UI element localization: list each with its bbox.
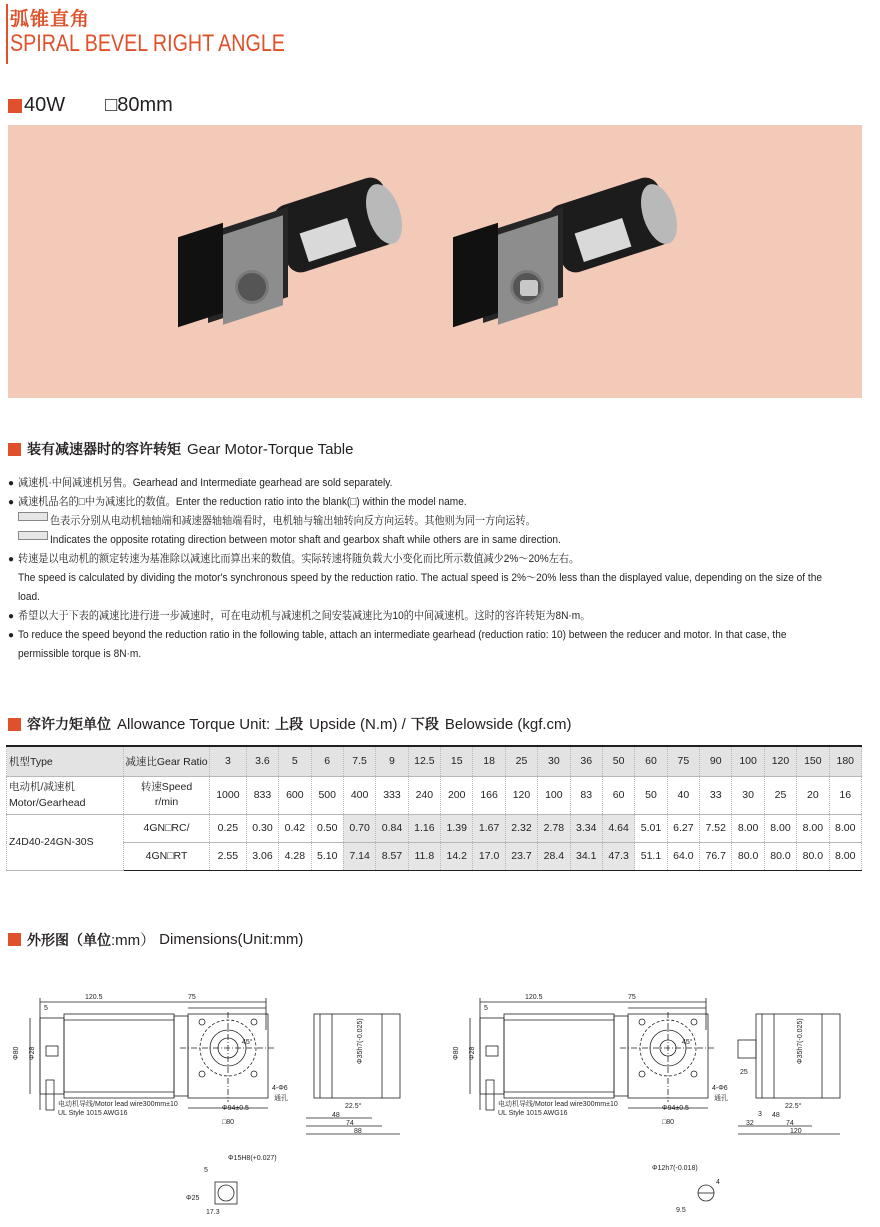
ratio-header: 减速比Gear Ratio	[124, 746, 210, 776]
torque-kgf-cell: 80.0	[797, 842, 829, 870]
speeds-cell: 25	[764, 776, 796, 814]
dim-shaft-35: Φ35h7(-0.025)	[797, 1018, 804, 1064]
torque-kgf-cell: 14.2	[441, 842, 473, 870]
ratios-cell: 90	[700, 746, 732, 776]
torque-kgf-cell: 80.0	[764, 842, 796, 870]
torque-nm-cell: 0.30	[246, 814, 278, 842]
torque-kgf-cell: 3.06	[246, 842, 278, 870]
dimension-drawing-hollow	[0, 990, 420, 1220]
dim-22-5: 22.5°	[345, 1103, 362, 1110]
dim-pcd: Φ94±0.5	[222, 1105, 249, 1112]
section-title-allowance: 容许力矩单位 Allowance Torque Unit: 上段 Upside (N.m) / 下段 Belowside (kgf.cm)	[8, 714, 572, 734]
speeds-cell: 16	[829, 776, 861, 814]
dim-75: 75	[188, 994, 196, 1001]
dim-shaft-4: 4	[716, 1179, 720, 1186]
notes-list	[8, 474, 868, 664]
torque-nm-cell: 2.32	[505, 814, 537, 842]
speed-header: 转速Speed r/min	[124, 776, 210, 814]
dim-holes: 4-Φ6	[272, 1085, 288, 1092]
torque-kgf-cell: 28.4	[538, 842, 570, 870]
note-item: ● 希望以大于下表的减速比进行进一步减速时，可在电动机与减速机之间安装减速比为10的中间减速机。这时的容许转矩为8N·m。	[8, 610, 591, 622]
torque-nm-cell: 0.70	[343, 814, 375, 842]
torque-kgf-cell: 34.1	[570, 842, 602, 870]
dim-lead: 电动机导线/Motor lead wire300mm±10	[498, 1101, 618, 1108]
ratios-cell: 3.6	[246, 746, 278, 776]
torque-nm-cell: 1.39	[441, 814, 473, 842]
speeds-cell: 200	[441, 776, 473, 814]
section-title-torque: 装有减速器时的容许转矩 Gear Motor-Torque Table	[8, 439, 353, 459]
dim-holes: 4-Φ6	[712, 1085, 728, 1092]
torque-nm-cell: 1.16	[408, 814, 440, 842]
dim-45: 45°	[242, 1039, 253, 1046]
ratios-cell: 12.5	[408, 746, 440, 776]
dim-5: 5	[484, 1005, 488, 1012]
type-header: 机型Type	[7, 746, 124, 776]
dim-25: 25	[740, 1069, 748, 1076]
title-cn: 弧锥直角	[10, 8, 91, 30]
motor-image-hollow-shaft	[173, 180, 403, 340]
table-row-torque-kgf	[7, 842, 862, 870]
motor-gearhead-header: 电动机/减速机 Motor/Gearhead	[7, 776, 124, 814]
torque-nm-cell: 7.52	[700, 814, 732, 842]
note-item: The speed is calculated by dividing the motor's synchronous speed by the reduction ratio. The actual speed is 2%～20% less than the displayed value, depending on the size of the	[18, 572, 822, 584]
note-item: ● To reduce the speed beyond the reduction ratio in the following table, attach an intermediate gearhead (reduction ratio: 10) between the reducer and motor. In that case, the	[8, 629, 787, 641]
dim-shaft-9-5: 9.5	[676, 1207, 686, 1214]
speeds-cell: 166	[473, 776, 505, 814]
dim-pcd: Φ94±0.5	[662, 1105, 689, 1112]
bullet-square-icon	[8, 443, 21, 456]
dim-bore-25: Φ25	[186, 1195, 200, 1202]
ratios-cell: 30	[538, 746, 570, 776]
ratios-cell: 6	[311, 746, 343, 776]
torque-kgf-cell: 23.7	[505, 842, 537, 870]
speeds-cell: 20	[797, 776, 829, 814]
torque-nm-cell: 1.67	[473, 814, 505, 842]
speeds-cell: 83	[570, 776, 602, 814]
torque-kgf-cell: 2.55	[210, 842, 247, 870]
torque-kgf-cell: 76.7	[700, 842, 732, 870]
dim-phi80: Φ80	[13, 1046, 20, 1060]
dim-3: 3	[758, 1111, 762, 1118]
note-item: ● 转速是以电动机的额定转速为基准除以减速比而算出来的数值。实际转速将随负载大小变化而比所示数值减少2%～20%左右。	[8, 553, 580, 565]
dim-sq80: □80	[222, 1119, 235, 1126]
torque-kgf-cell: 11.8	[408, 842, 440, 870]
ratios-cell: 15	[441, 746, 473, 776]
torque-kgf-cell: 64.0	[667, 842, 699, 870]
motor-image-solid-shaft	[448, 180, 678, 340]
model-cell: Z4D40-24GN-30S	[7, 814, 124, 870]
table-row-torque-nm	[7, 814, 862, 842]
gearhead-rc-cell: 4GN□RC/	[124, 814, 210, 842]
dim-ul: UL Style 1015 AWG16	[498, 1110, 568, 1117]
note-item: ● 减速机品名的□中为减速比的数值。Enter the reduction ratio into the blank(□) within the model name.	[8, 496, 467, 508]
speeds-cell: 40	[667, 776, 699, 814]
speeds-cell: 120	[505, 776, 537, 814]
speeds-cell: 1000	[210, 776, 247, 814]
table-row-speed	[7, 776, 862, 814]
ratios-cell: 36	[570, 746, 602, 776]
dim-22-5: 22.5°	[785, 1103, 802, 1110]
dim-88: 88	[354, 1128, 362, 1135]
note-item: ● 减速机·中间减速机另售。Gearhead and Intermediate gearhead are sold separately.	[8, 477, 393, 489]
torque-nm-cell: 0.42	[279, 814, 311, 842]
dim-ul: UL Style 1015 AWG16	[58, 1110, 128, 1117]
table-row-ratio	[7, 746, 862, 776]
dim-bore: Φ15H8(+0.027)	[228, 1155, 277, 1162]
dim-48: 48	[332, 1112, 340, 1119]
dim-phi80: Φ80	[453, 1046, 460, 1060]
torque-kgf-cell: 4.28	[279, 842, 311, 870]
speeds-cell: 833	[246, 776, 278, 814]
title-en: SPIRAL BEVEL RIGHT ANGLE	[10, 30, 285, 57]
ratios-cell: 9	[376, 746, 408, 776]
ratios-cell: 18	[473, 746, 505, 776]
ratios-cell: 3	[210, 746, 247, 776]
spec-power: 40W	[24, 94, 66, 116]
speeds-cell: 60	[602, 776, 634, 814]
torque-kgf-cell: 51.1	[635, 842, 667, 870]
speeds-cell: 240	[408, 776, 440, 814]
ratios-cell: 7.5	[343, 746, 375, 776]
speeds-cell: 33	[700, 776, 732, 814]
ratios-cell: 120	[764, 746, 796, 776]
dim-120-5: 120.5	[85, 994, 103, 1001]
speeds-cell: 30	[732, 776, 764, 814]
torque-nm-cell: 0.84	[376, 814, 408, 842]
gearhead-rt-cell: 4GN□RT	[124, 842, 210, 870]
speeds-cell: 400	[343, 776, 375, 814]
torque-nm-cell: 2.78	[538, 814, 570, 842]
note-item: load.	[18, 591, 40, 603]
spec-line	[8, 94, 173, 117]
dim-shaft-12: Φ12h7(-0.018)	[652, 1165, 698, 1172]
dim-key-17-3: 17.3	[206, 1209, 220, 1216]
torque-kgf-cell: 7.14	[343, 842, 375, 870]
torque-kgf-cell: 17.0	[473, 842, 505, 870]
note-item: 色表示分别从电动机轴轴端和减速器轴轴端看时，电机轴与输出轴转向反方向运转。其他则为同一方向运转。	[8, 512, 868, 531]
dim-key-5: 5	[204, 1167, 208, 1174]
torque-nm-cell: 0.50	[311, 814, 343, 842]
torque-kgf-cell: 47.3	[602, 842, 634, 870]
speeds-cell: 600	[279, 776, 311, 814]
dim-sq80: □80	[662, 1119, 675, 1126]
torque-table	[6, 745, 862, 871]
ratios-cell: 150	[797, 746, 829, 776]
bullet-square-icon	[8, 718, 21, 731]
torque-nm-cell: 5.01	[635, 814, 667, 842]
note-item: Indicates the opposite rotating direction between motor shaft and gearbox shaft while others are in same direction.	[8, 531, 868, 550]
dim-5: 5	[44, 1005, 48, 1012]
grey-swatch-icon	[18, 512, 48, 521]
torque-nm-cell: 0.25	[210, 814, 247, 842]
section-title-dimensions: 外形图（单位 :mm） Dimensions(Unit:mm)	[8, 929, 303, 950]
title-accent-bar	[6, 4, 8, 64]
note-item: permissible torque is 8N·m.	[18, 648, 142, 660]
dim-48: 48	[772, 1112, 780, 1119]
product-photo	[8, 125, 862, 398]
ratios-cell: 25	[505, 746, 537, 776]
ratios-cell: 5	[279, 746, 311, 776]
dim-32: 32	[746, 1120, 754, 1127]
dim-120-5: 120.5	[525, 994, 543, 1001]
torque-kgf-cell: 80.0	[732, 842, 764, 870]
ratios-cell: 60	[635, 746, 667, 776]
ratios-cell: 50	[602, 746, 634, 776]
spec-size: □80mm	[105, 94, 173, 116]
torque-nm-cell: 8.00	[764, 814, 796, 842]
page-header	[10, 8, 345, 58]
speeds-cell: 100	[538, 776, 570, 814]
torque-kgf-cell: 8.00	[829, 842, 861, 870]
ratios-cell: 100	[732, 746, 764, 776]
dim-45: 45°	[682, 1039, 693, 1046]
dim-through: 通孔	[274, 1095, 288, 1102]
dimension-drawing-solid	[440, 990, 860, 1220]
torque-nm-cell: 4.64	[602, 814, 634, 842]
ratios-cell: 180	[829, 746, 861, 776]
torque-kgf-cell: 5.10	[311, 842, 343, 870]
dim-75: 75	[628, 994, 636, 1001]
bullet-square-icon	[8, 933, 21, 946]
torque-nm-cell: 8.00	[829, 814, 861, 842]
torque-kgf-cell: 8.57	[376, 842, 408, 870]
dim-phi28: Φ28	[469, 1046, 476, 1060]
dim-120: 120	[790, 1128, 802, 1135]
dim-shaft-35: Φ35h7(-0.025)	[357, 1018, 364, 1064]
grey-swatch-icon	[18, 531, 48, 540]
torque-nm-cell: 6.27	[667, 814, 699, 842]
torque-nm-cell: 8.00	[797, 814, 829, 842]
dim-through: 通孔	[714, 1095, 728, 1102]
speeds-cell: 333	[376, 776, 408, 814]
dim-phi28: Φ28	[29, 1046, 36, 1060]
torque-nm-cell: 3.34	[570, 814, 602, 842]
torque-nm-cell: 8.00	[732, 814, 764, 842]
ratios-cell: 75	[667, 746, 699, 776]
dim-74: 74	[786, 1120, 794, 1127]
speeds-cell: 500	[311, 776, 343, 814]
bullet-square-icon	[8, 99, 22, 113]
speeds-cell: 50	[635, 776, 667, 814]
dim-lead: 电动机导线/Motor lead wire300mm±10	[58, 1101, 178, 1108]
dim-74: 74	[346, 1120, 354, 1127]
